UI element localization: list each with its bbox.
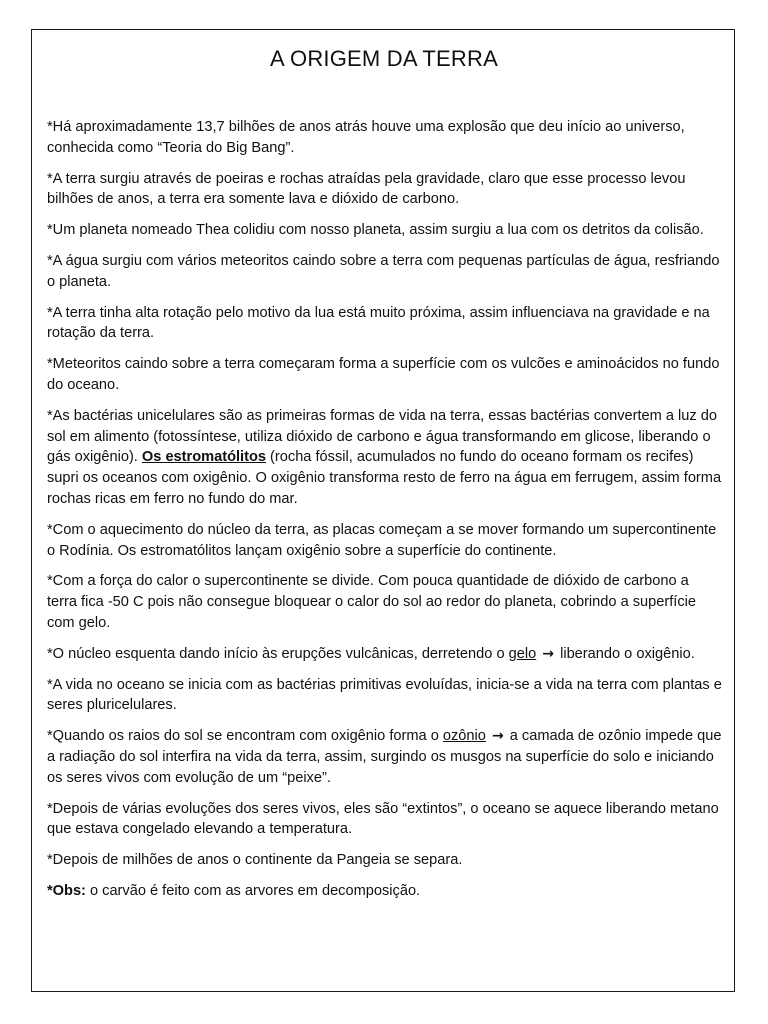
paragraph-extinction: *Depois de várias evoluções dos seres vivos, eles são “extintos”, o oceano se aquece liberando metano que estava congelado elevando a temperatura. [47,800,719,838]
paragraph-obs [47,881,722,902]
document-title: A ORIGEM DA TERRA [270,46,498,71]
paragraph-big-bang: *Há aproximadamente 13,7 bilhões de anos atrás houve uma explosão que deu início ao universo, conhecida como “Teoria do Big Bang”. [47,119,685,156]
paragraph-ocean-life: *A vida no oceano se inicia com as bactérias primitivas evoluídas, inicia-se a vida na terra com plantas e seres pluricelulares. [47,676,722,714]
document-body [47,117,722,912]
bacteria-text-before: *As bactérias unicelulares são as primeiras formas de vida na terra, essas bactérias convertem a luz do sol em alimento (fotossíntese, utiliza dióxido de carbono e água transformando em glicose, liberando o gás oxigênio). [47,407,718,466]
paragraph-bacteria [47,406,722,510]
paragraph-pangea: *Depois de milhões de anos o continente da Pangeia se separa. [47,852,463,869]
paragraph-supercontinent-split: *Com a força do calor o supercontinente se divide. Com pouca quantidade de dióxido de carbono a terra fica -50 C pois não consegue bloquear o calor do sol ao redor do planeta, cobrindo a superfície com gelo. [47,573,697,631]
ozone-text-after: a camada de ozônio impede que a radiação do sol interfira na vida da terra, assim, surgindo os musgos na superfície do solo e iniciando os seres vivos com evolução de um “peixe”. [47,728,722,786]
bacteria-text-after: (rocha fóssil, acumulados no fundo do oceano formam os recifes) supri os oceanos com oxigênio. O oxigênio transforma resto de ferro na água em ferrugem, assim forma rochas ricas em ferro no fundo do mar. [47,449,722,507]
paragraph-rotation: *A terra tinha alta rotação pelo motivo da lua está muito próxima, assim influenciava na gravidade e na rotação da terra. [47,304,710,342]
arrow-right-icon: → [542,645,555,662]
obs-text: o carvão é feito com as arvores em decomposição. [85,882,421,899]
volcanic-text-after: liberando o oxigênio. [556,645,695,662]
arrow-right-icon: → [491,728,504,745]
paragraph-meteorites: *Meteoritos caindo sobre a terra começaram forma a superfície com os vulcões e aminoácidos no fundo do oceano. [47,356,720,393]
term-ozonio: ozônio [442,728,486,745]
obs-label: *Obs: [47,882,86,899]
paragraph-ozone [47,726,722,788]
volcanic-text-before: *O núcleo esquenta dando início às erupções vulcânicas, derretendo o [47,645,509,662]
paragraph-volcanic [47,644,722,665]
paragraph-water-origin: *A água surgiu com vários meteoritos caindo sobre a terra com pequenas partículas de água, resfriando o planeta. [47,252,720,290]
stromatolites-emphasis: Os estromatólitos [141,449,266,466]
paragraph-rodinia: *Com o aquecimento do núcleo da terra, as placas começam a se mover formando um supercontinente o Rodínia. Os estromatólitos lançam oxigênio sobre a superfície do continente. [47,521,717,559]
ozone-text-before: *Quando os raios do sol se encontram com oxigênio forma o [47,728,443,745]
paragraph-earth-formation: *A terra surgiu através de poeiras e rochas atraídas pela gravidade, claro que esse processo levou bilhões de anos, a terra era somente lava e dióxido de carbono. [47,170,686,208]
term-gelo: gelo [508,645,537,662]
paragraph-thea-collision: *Um planeta nomeado Thea colidiu com nosso planeta, assim surgiu a lua com os detritos da colisão. [47,222,704,239]
